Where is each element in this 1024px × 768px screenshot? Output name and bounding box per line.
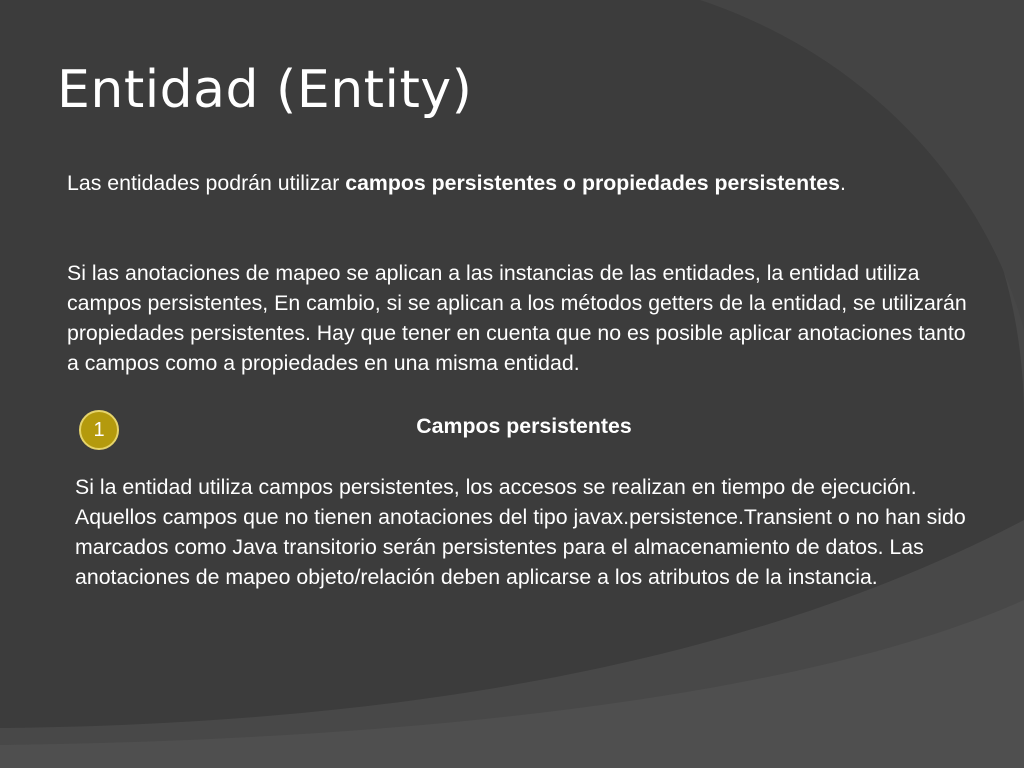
intro-paragraph xyxy=(67,168,927,198)
annotations-text: Si las anotaciones de mapeo se aplican a las instancias de las entidades, la entidad utiliza campos persistentes, En cambio, si se aplican a los métodos getters de la entidad, se utilizarán propiedades persistentes. Hay que tener en cuenta que no es posible aplicar anotaciones tanto a campos como a propiedades en una misma entidad. xyxy=(67,261,967,375)
slide-title: Entidad (Entity) xyxy=(57,60,473,120)
badge-number: 1 xyxy=(93,418,105,441)
intro-bold-text: campos persistentes o propiedades persistentes xyxy=(345,171,840,195)
annotations-paragraph xyxy=(67,258,967,378)
persistent-fields-text: Si la entidad utiliza campos persistentes, los accesos se realizan en tiempo de ejecución. Aquellos campos que no tienen anotaciones del tipo javax.persistence.Transient o no han sido marcados como Java transitorio serán persistentes para el almacenamiento de datos. Las anotaciones de mapeo objeto/relación deben aplicarse a los atributos de la instancia. xyxy=(75,475,966,589)
persistent-fields-paragraph xyxy=(75,472,975,592)
intro-text: Las entidades podrán utilizar xyxy=(67,171,346,195)
section-subheading: Campos persistentes xyxy=(416,414,632,438)
intro-suffix: . xyxy=(839,171,846,195)
